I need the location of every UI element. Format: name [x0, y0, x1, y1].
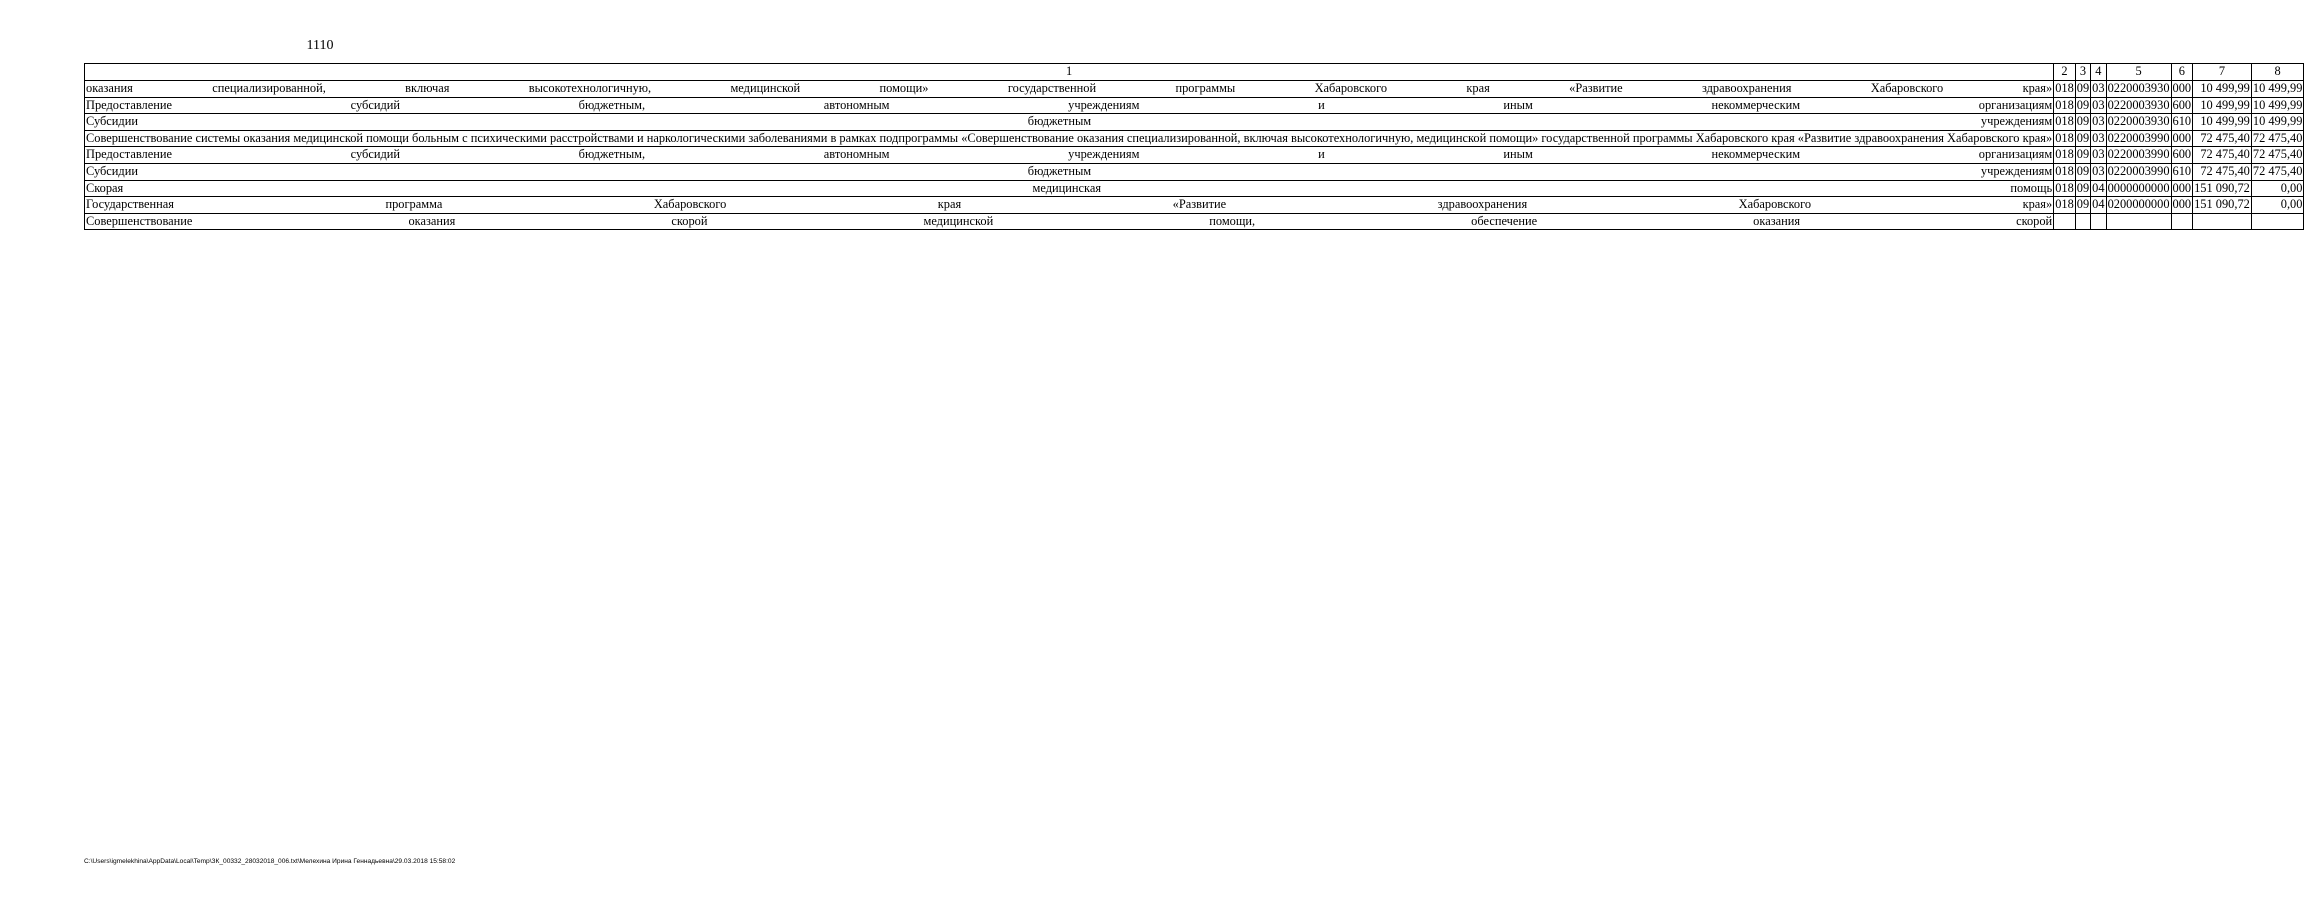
target-code: 0200000000 [2106, 197, 2171, 214]
row-name: Совершенствование оказания скорой медицинской помощи, обеспечение оказания скорой [85, 213, 2054, 230]
amount-2 [2251, 213, 2304, 230]
expense-type-code [2171, 213, 2193, 230]
row-name: Скорая медицинская помощь [85, 180, 2054, 197]
expense-type-code: 000 [2171, 197, 2193, 214]
amount-2: 72 475,40 [2251, 163, 2304, 180]
target-code: 0220003930 [2106, 97, 2171, 114]
subsection-code: 04 [2091, 197, 2106, 214]
expense-type-code: 610 [2171, 163, 2193, 180]
table-row [85, 180, 2304, 197]
section-code: 09 [2075, 147, 2090, 164]
budget-table [84, 63, 2304, 230]
subsection-code: 03 [2091, 130, 2106, 147]
column-header: 5 [2106, 64, 2171, 81]
amount-2: 10 499,99 [2251, 81, 2304, 98]
expense-type-code: 600 [2171, 147, 2193, 164]
file-path-footer: C:\Users\igmelekhina\AppData\Local\Temp\ЗК_00332_28032018_006.txt\Мелехина Ирина Геннадьевна\29.03.2018 15:58:02 [84, 858, 456, 865]
table-row [85, 147, 2304, 164]
subsection-code: 03 [2091, 97, 2106, 114]
grbs-code: 018 [2054, 147, 2076, 164]
section-code: 09 [2075, 180, 2090, 197]
section-code: 09 [2075, 81, 2090, 98]
table-row [85, 197, 2304, 214]
target-code [2106, 213, 2171, 230]
table-row [85, 81, 2304, 98]
grbs-code [2054, 213, 2076, 230]
column-header: 1 [85, 64, 2054, 81]
amount-1: 151 090,72 [2193, 180, 2252, 197]
target-code: 0000000000 [2106, 180, 2171, 197]
subsection-code: 03 [2091, 114, 2106, 131]
grbs-code: 018 [2054, 114, 2076, 131]
amount-1: 10 499,99 [2193, 114, 2252, 131]
amount-2: 10 499,99 [2251, 97, 2304, 114]
target-code: 0220003990 [2106, 163, 2171, 180]
row-name: Предоставление субсидий бюджетным, автономным учреждениям и иным некоммерческим организациям [85, 147, 2054, 164]
section-code: 09 [2075, 197, 2090, 214]
grbs-code: 018 [2054, 130, 2076, 147]
grbs-code: 018 [2054, 163, 2076, 180]
table-row [85, 114, 2304, 131]
table-row [85, 163, 2304, 180]
amount-2: 72 475,40 [2251, 130, 2304, 147]
target-code: 0220003930 [2106, 114, 2171, 131]
row-name: Государственная программа Хабаровского края «Развитие здравоохранения Хабаровского края» [85, 197, 2054, 214]
amount-2: 0,00 [2251, 197, 2304, 214]
target-code: 0220003990 [2106, 130, 2171, 147]
row-name: Субсидии бюджетным учреждениям [85, 114, 2054, 131]
subsection-code [2091, 213, 2106, 230]
column-header: 2 [2054, 64, 2076, 81]
subsection-code: 04 [2091, 180, 2106, 197]
column-header: 7 [2193, 64, 2252, 81]
subsection-code: 03 [2091, 163, 2106, 180]
grbs-code: 018 [2054, 81, 2076, 98]
amount-1: 72 475,40 [2193, 163, 2252, 180]
expense-type-code: 000 [2171, 81, 2193, 98]
target-code: 0220003990 [2106, 147, 2171, 164]
amount-1: 72 475,40 [2193, 130, 2252, 147]
column-header: 8 [2251, 64, 2304, 81]
table-row [85, 213, 2304, 230]
expense-type-code: 600 [2171, 97, 2193, 114]
amount-1: 10 499,99 [2193, 81, 2252, 98]
amount-2: 72 475,40 [2251, 147, 2304, 164]
amount-1 [2193, 213, 2252, 230]
section-code: 09 [2075, 97, 2090, 114]
table-row [85, 97, 2304, 114]
target-code: 0220003930 [2106, 81, 2171, 98]
subsection-code: 03 [2091, 147, 2106, 164]
grbs-code: 018 [2054, 97, 2076, 114]
amount-1: 72 475,40 [2193, 147, 2252, 164]
row-name: Совершенствование системы оказания медицинской помощи больным с психическими расстройствами и наркологическими заболеваниями в рамках подпрограммы «Совершенствование оказания специализированной, включая высокотехнологичную, медицинской помощи» государственной программы Хабаровского края «Развитие здравоохранения Хабаровского края» [85, 130, 2054, 147]
section-code: 09 [2075, 130, 2090, 147]
expense-type-code: 610 [2171, 114, 2193, 131]
header-row [85, 64, 2304, 81]
page-number: 1110 [306, 38, 334, 53]
column-header: 6 [2171, 64, 2193, 81]
subsection-code: 03 [2091, 81, 2106, 98]
column-header: 4 [2091, 64, 2106, 81]
section-code [2075, 213, 2090, 230]
expense-type-code: 000 [2171, 180, 2193, 197]
section-code: 09 [2075, 114, 2090, 131]
grbs-code: 018 [2054, 180, 2076, 197]
row-name: оказания специализированной, включая высокотехнологичную, медицинской помощи» государственной программы Хабаровского края «Развитие здравоохранения Хабаровского края» [85, 81, 2054, 98]
amount-1: 10 499,99 [2193, 97, 2252, 114]
amount-2: 0,00 [2251, 180, 2304, 197]
row-name: Субсидии бюджетным учреждениям [85, 163, 2054, 180]
grbs-code: 018 [2054, 197, 2076, 214]
expense-type-code: 000 [2171, 130, 2193, 147]
row-name: Предоставление субсидий бюджетным, автономным учреждениям и иным некоммерческим организациям [85, 97, 2054, 114]
amount-2: 10 499,99 [2251, 114, 2304, 131]
amount-1: 151 090,72 [2193, 197, 2252, 214]
table-row [85, 130, 2304, 147]
column-header: 3 [2075, 64, 2090, 81]
section-code: 09 [2075, 163, 2090, 180]
